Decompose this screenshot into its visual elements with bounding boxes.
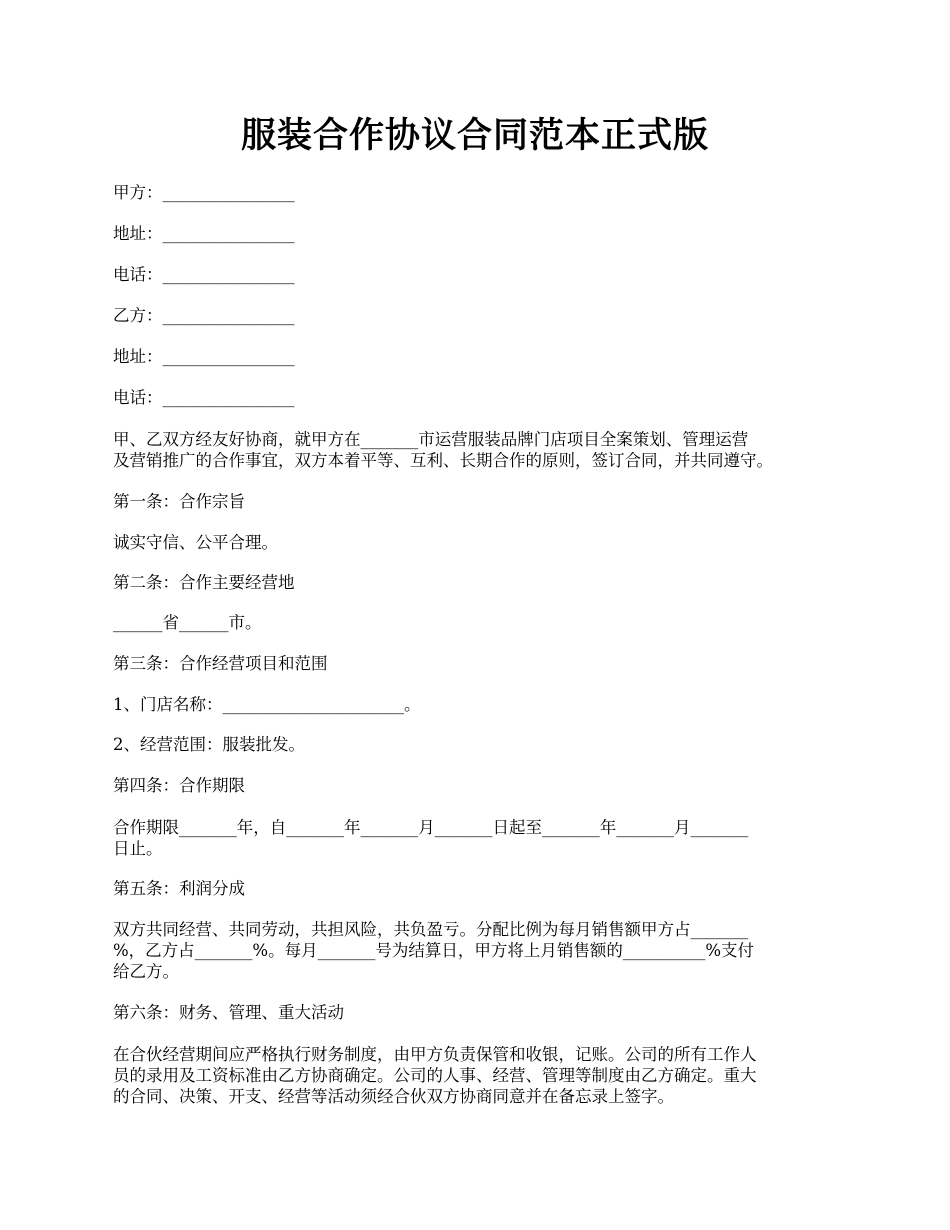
article-2-heading: 第二条：合作主要经营地	[113, 573, 295, 592]
article-4-body: 合作期限_______年，自_______年_______月_______日起至_______年_______月_______ 日止。	[113, 818, 749, 858]
party-a-address: 地址：________________	[113, 224, 295, 243]
preamble-paragraph: 甲、乙双方经友好协商，就甲方在_______市运营服装品牌门店项目全案策划、管理运营 及营销推广的合作事宜，双方本着平等、互利、长期合作的原则，签订合同，并共同遵守。	[113, 430, 773, 470]
party-a-phone: 电话：________________	[113, 265, 295, 284]
party-b-phone: 电话：________________	[113, 388, 295, 407]
article-6-heading: 第六条：财务、管理、重大活动	[113, 1003, 344, 1022]
article-1-heading: 第一条：合作宗旨	[113, 492, 245, 511]
article-3-heading: 第三条：合作经营项目和范围	[113, 654, 328, 673]
party-b-address: 地址：________________	[113, 347, 295, 366]
article-3-item-1: 1、门店名称：______________________。	[113, 695, 421, 714]
party-b-name: 乙方：________________	[113, 306, 295, 325]
party-a-name: 甲方：________________	[113, 183, 295, 202]
article-6-body: 在合伙经营期间应严格执行财务制度，由甲方负责保管和收银，记账。公司的所有工作人 员的录用及工资标准由乙方协商确定。公司的人事、经营、管理等制度由乙方确定。重大 的合同、决策、开支、经营等活动须经合伙双方协商同意并在备忘录上签字。	[113, 1045, 757, 1106]
article-4-heading: 第四条：合作期限	[113, 776, 245, 795]
article-2-body: ______省______市。	[113, 613, 262, 632]
article-3-item-2: 2、经营范围：服装批发。	[113, 735, 305, 754]
article-1-body: 诚实守信、公平合理。	[113, 533, 278, 552]
article-5-body: 双方共同经营、共同劳动，共担风险，共负盈亏。分配比例为每月销售额甲方占_______ %，乙方占_______%。每月_______号为结算日，甲方将上月销售额的__________%支付 给乙方。	[113, 920, 755, 981]
article-5-heading: 第五条：利润分成	[113, 879, 245, 898]
document-title: 服装合作协议合同范本正式版	[240, 115, 709, 156]
